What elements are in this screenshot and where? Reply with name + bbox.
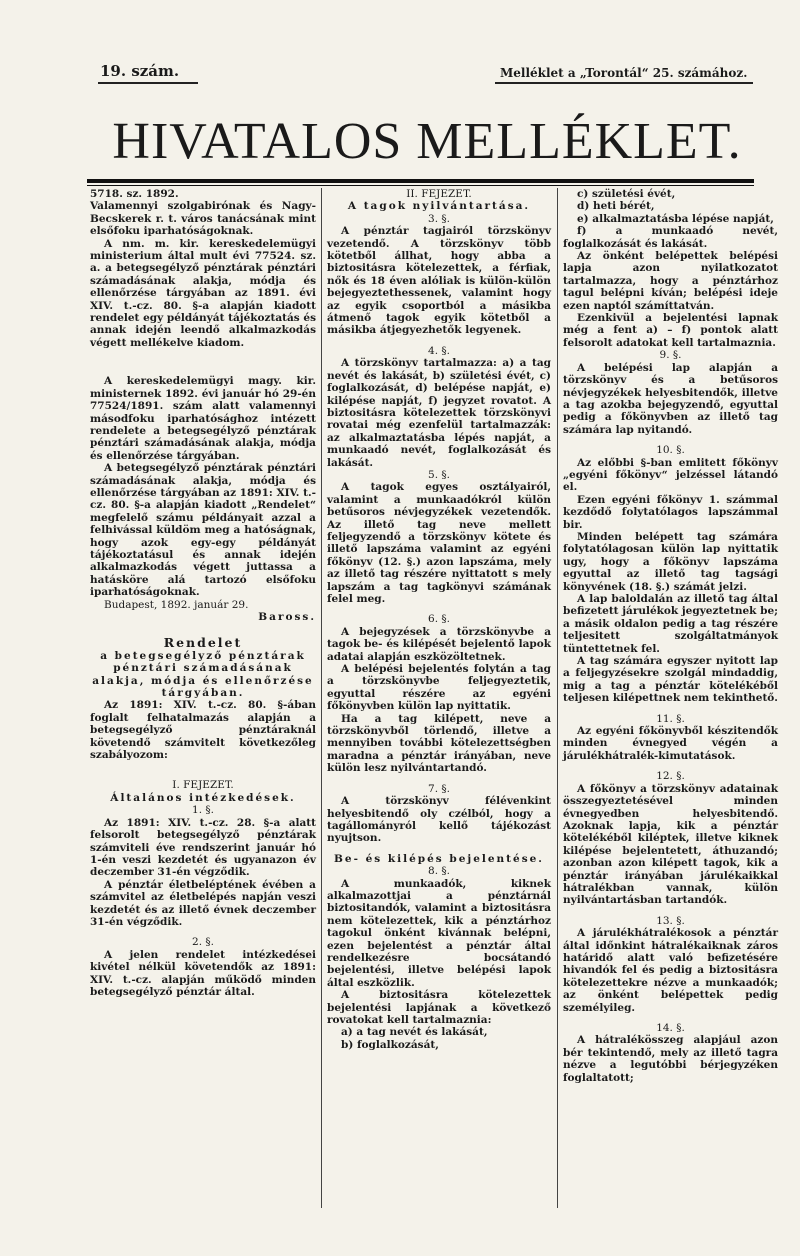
- header-rule-left: [98, 82, 198, 84]
- section-title: Rendelet: [163, 635, 243, 651]
- chapter-title: A tagok nyilvántartása.: [347, 200, 531, 213]
- paragraph: A munkaadók, kiknek alkalmazottjai a pénztárnál biztositandók, valamint a biztositásra nem kötelezettek, kik a pénztárhoz tagokul önként kivánnak belépni, ezen bejelentést a pénztár által rendelkezésre bocsátandó bejelentési, illetve belépési lapok által eszközlik.: [327, 877, 551, 989]
- paragraph: Az egyéni főkönyvből készitendők minden évnegyed végén a járulékhátralék-kimutatások.: [563, 725, 778, 762]
- subheading: Be- és kilépés bejelentése.: [334, 852, 544, 865]
- date-line: Budapest, 1892. január 29.: [104, 598, 249, 611]
- section-number: 8. §.: [428, 865, 450, 878]
- paragraph: A törzskönyv félévenkint helyesbitendő oly czélból, hogy a tagállományról kellő tájékozást nyujtson.: [327, 795, 551, 845]
- paragraph: A betegsegélyző pénztárak pénztári számadásának alakja, módja és ellenőrzése tárgyában az 1891: XIV. t.-cz. 80. §-a alapján kiadott „Rendelet“ megfelelő számu példányait azzal a felhivással küldöm meg a hatóságnak, hogy azok egy-egy példányát tájékoztatásul és annak idején alkalmazkodás végett juttassa a hatásköre alá tartozó elsőfoku iparhatóságoknak.: [90, 462, 316, 599]
- paragraph: A belépési lap alapján a törzskönyv és a betűsoros névjegyzékek helyesbitendők, illetve a tag azokba bejegyzendő, egyuttal pedig a főkönyvben az illető tag számára lap nyitandó.: [563, 361, 778, 436]
- signature: Baross.: [258, 611, 316, 623]
- column-divider: [557, 188, 558, 1208]
- paragraph: Ezen egyéni főkönyv 1. számmal kezdődő folytatólagos lapszámmal bir.: [563, 493, 778, 531]
- reference-number: 5718. sz. 1892.: [90, 188, 179, 200]
- column-divider: [321, 188, 322, 1208]
- masthead-rule-thin: [87, 185, 754, 186]
- paragraph: A pénztár tagjairól törzskönyv vezetendő. A törzskönyv több kötetből állhat, hogy abba a biztositásra kötelezettek, a férfiak, nők és 18 éven alóliak is külön-külön bejegyeztethessenek, valamint hogy az egyik csoportból a másikba átmenő tagok egyik kötetből a másikba átjegyezhetők legyenek.: [327, 225, 551, 337]
- chapter-title: Általános intézkedések.: [110, 791, 296, 804]
- section-number: 3. §.: [428, 212, 450, 225]
- supplement-note: Melléklet a „Torontál“ 25. számához.: [500, 66, 748, 80]
- paragraph: Az 1891: XIV. t.-cz. 28. §-a alatt felsorolt betegsegélyző pénztárak számviteli éve rendszerint január hó 1-én veszi kezdetét és ugyanazon év deczember 31-én végződik.: [90, 816, 316, 879]
- section-number: 4. §.: [428, 344, 450, 357]
- list-item: f) a munkaadó nevét, foglalkozását és lakását.: [563, 225, 778, 250]
- column-1: [90, 188, 316, 998]
- paragraph: Ezenkivül a bejelentési lapnak még a fent a) – f) pontok alatt felsorolt adatokat kell tartalmaznia.: [563, 312, 778, 349]
- paragraph: Az 1891: XIV. t.-cz. 80. §-ában foglalt felhatalmazás alapján a betegsegélyző pénztáraknál követendő számvitelt következőleg szabályozom:: [90, 699, 316, 762]
- paragraph: A pénztár életbeléptének évében a számvitel az életbelépés napján veszi kezdetét és az illető évnek deczember 31-én végződik.: [90, 878, 316, 928]
- paragraph: A lap baloldalán az illető tag által befizetett járulékok jegyeztetnek be; a másik oldalon pedig a tag részére teljesitett szolgáltatmányok tüntettetnek fel.: [563, 593, 778, 655]
- section-number: 5. §.: [428, 468, 450, 481]
- masthead-title: HIVATALOS MELLÉKLET.: [112, 113, 742, 170]
- paragraph: A hátralékösszeg alapjául azon bér tekintendő, mely az illető tagra nézve a legutóbbi bérjegyzéken foglaltatott;: [563, 1034, 778, 1084]
- paragraph: A tag számára egyszer nyitott lap a feljegyzésekre szolgál mindaddig, mig a tag a pénztár kötelékéből teljesen kilépettnek nem tekinthető.: [563, 655, 778, 705]
- section-number: 13. §.: [656, 914, 685, 927]
- column-3: [563, 188, 778, 1084]
- section-number: 9. §.: [659, 349, 682, 362]
- paragraph: A jelen rendelet intézkedései kivétel nélkül követendők az 1891: XIV. t.-cz. alapján működő minden betegsegélyző pénztár által.: [90, 948, 316, 998]
- list-item: d) heti bérét,: [577, 200, 655, 213]
- paragraph: A belépési bejelentés folytán a tag a törzskönyvbe feljegyeztetik, egyuttal részére az egyéni főkönyvben külön lap nyittatik.: [327, 663, 551, 713]
- paragraph: A főkönyv a törzskönyv adatainak összegyeztetésével minden évnegyedben helyesbitendő. Azoknak lapja, kik a pénztár kötelékéből kiléptek, illetve kiknek kilépése bejelentetett, áthuzandó; azonban azon kilépett tagok, kik a pénztár irányában járulékaikkal hátralékban vannak, külön nyilvántartásban tartandók.: [563, 782, 778, 907]
- section-number: 14. §.: [656, 1022, 685, 1034]
- addressee: Valamennyi szolgabirónak és Nagy-Becskerek r. t. város tanácsának mint elsőfoku iparhatóságoknak.: [90, 200, 316, 238]
- list-item: e) alkalmaztatásba lépése napját,: [577, 212, 774, 225]
- header-rule-right: [495, 82, 753, 84]
- list-item: a) a tag nevét és lakását,: [341, 1026, 488, 1039]
- chapter-heading: I. FEJEZET.: [172, 779, 234, 792]
- section-number: 10. §.: [656, 444, 685, 457]
- paragraph: A törzskönyv tartalmazza: a) a tag nevét és lakását, b) születési évét, c) foglalkozását, d) belépése napját, e) kilépése napját, f) jegyzet rovatot. A biztositásra kötelezettek törzskönyvi rovatai még ezenfelül tartalmazzák: az alkalmaztatásba lépés napját, a munkaadó nevét, foglalkozását és lakását.: [327, 357, 551, 469]
- section-number: 7. §.: [428, 782, 450, 795]
- paragraph: Ha a tag kilépett, neve a törzskönyvből törlendő, illetve a mennyiben további kötelezettségben maradna a pénztár irányában, neve külön lesz nyilvántartandó.: [327, 712, 551, 775]
- list-item: b) foglalkozását,: [341, 1038, 439, 1051]
- section-number: 2. §.: [192, 936, 214, 949]
- paragraph: A tagok egyes osztályairól, valamint a munkaadókról külön betűsoros névjegyzékek vezetendők. Az illető tag neve mellett feljegyzendő a törzskönyv kötete és illető lapszáma valamint az egyéni főkönyv (12. §.) azon lapszáma, mely az illető tag részére nyittatott s mely lapszám a tag tagkönyvi számának felel meg.: [327, 481, 551, 605]
- paragraph: Az előbbi §-ban emlitett főkönyv „egyéni főkönyv“ jelzéssel látandó el.: [563, 456, 778, 494]
- paragraph: Az önként belépettek belépési lapja azon nyilatkozatot tartalmazza, hogy a pénztárhoz tagul belépni kíván; belépési ideje ezen naptól számíttatván.: [563, 250, 778, 312]
- paragraph: A nm. m. kir. kereskedelemügyi ministerium által mult évi 77524. sz. a. a betegsegélyző pénztárak pénztári számadásának alakja, módja és ellenőrzése tárgyában az 1891. évi XIV. t.-cz. 80. §-a alapján kiadott rendelet egy példányát tájékoztatás és annak idején leendő alkalmazkodás végett mellékelve kiadom.: [90, 237, 316, 349]
- paragraph: A bejegyzések a törzskönyvbe a tagok be- és kilépését bejelentő lapok adatai alapján eszközöltetnek.: [327, 625, 551, 663]
- paragraph: A biztositásra kötelezettek bejelentési lapjának a következő rovatokat kell tartalmaznia:: [327, 989, 551, 1026]
- paragraph: Minden belépett tag számára folytatólagosan külön lap nyittatik ugy, hogy a főkönyv lapszáma egyuttal az illető tag tagsági könyvének (18. §.) számát jelzi.: [563, 530, 778, 593]
- section-number: 6. §.: [428, 613, 450, 626]
- column-2: [327, 188, 551, 1051]
- issue-number: 19. szám.: [100, 62, 180, 80]
- paragraph: A kereskedelemügyi magy. kir. ministernek 1892. évi január hó 29-én 77524/1891. szám alatt valamennyi másodfoku iparhatósághoz intézett rendelete a betegsegélyző pénztárak pénztári számadásának alakja, módja és ellenőrzése tárgyában.: [90, 375, 316, 462]
- masthead-rule-thick: [87, 179, 754, 183]
- section-number: 12. §.: [656, 770, 685, 783]
- list-item: c) születési évét,: [577, 188, 676, 200]
- chapter-heading: II. FEJEZET.: [406, 188, 472, 200]
- paragraph: A járulékhátralékosok a pénztár által időnkint hátralékaiknak záros határidő alatt való befizetésére hivandók fel és pedig a biztositásra kötelezettekre nézve a munkaadók; az önként belépettek pedig személyileg.: [563, 927, 778, 1014]
- section-subtitle: a betegsegélyző pénztárak pénztári számadásának alakja, módja és ellenőrzése tárgyában.: [92, 649, 314, 700]
- section-number: 1. §.: [192, 804, 214, 817]
- section-number: 11. §.: [656, 712, 685, 725]
